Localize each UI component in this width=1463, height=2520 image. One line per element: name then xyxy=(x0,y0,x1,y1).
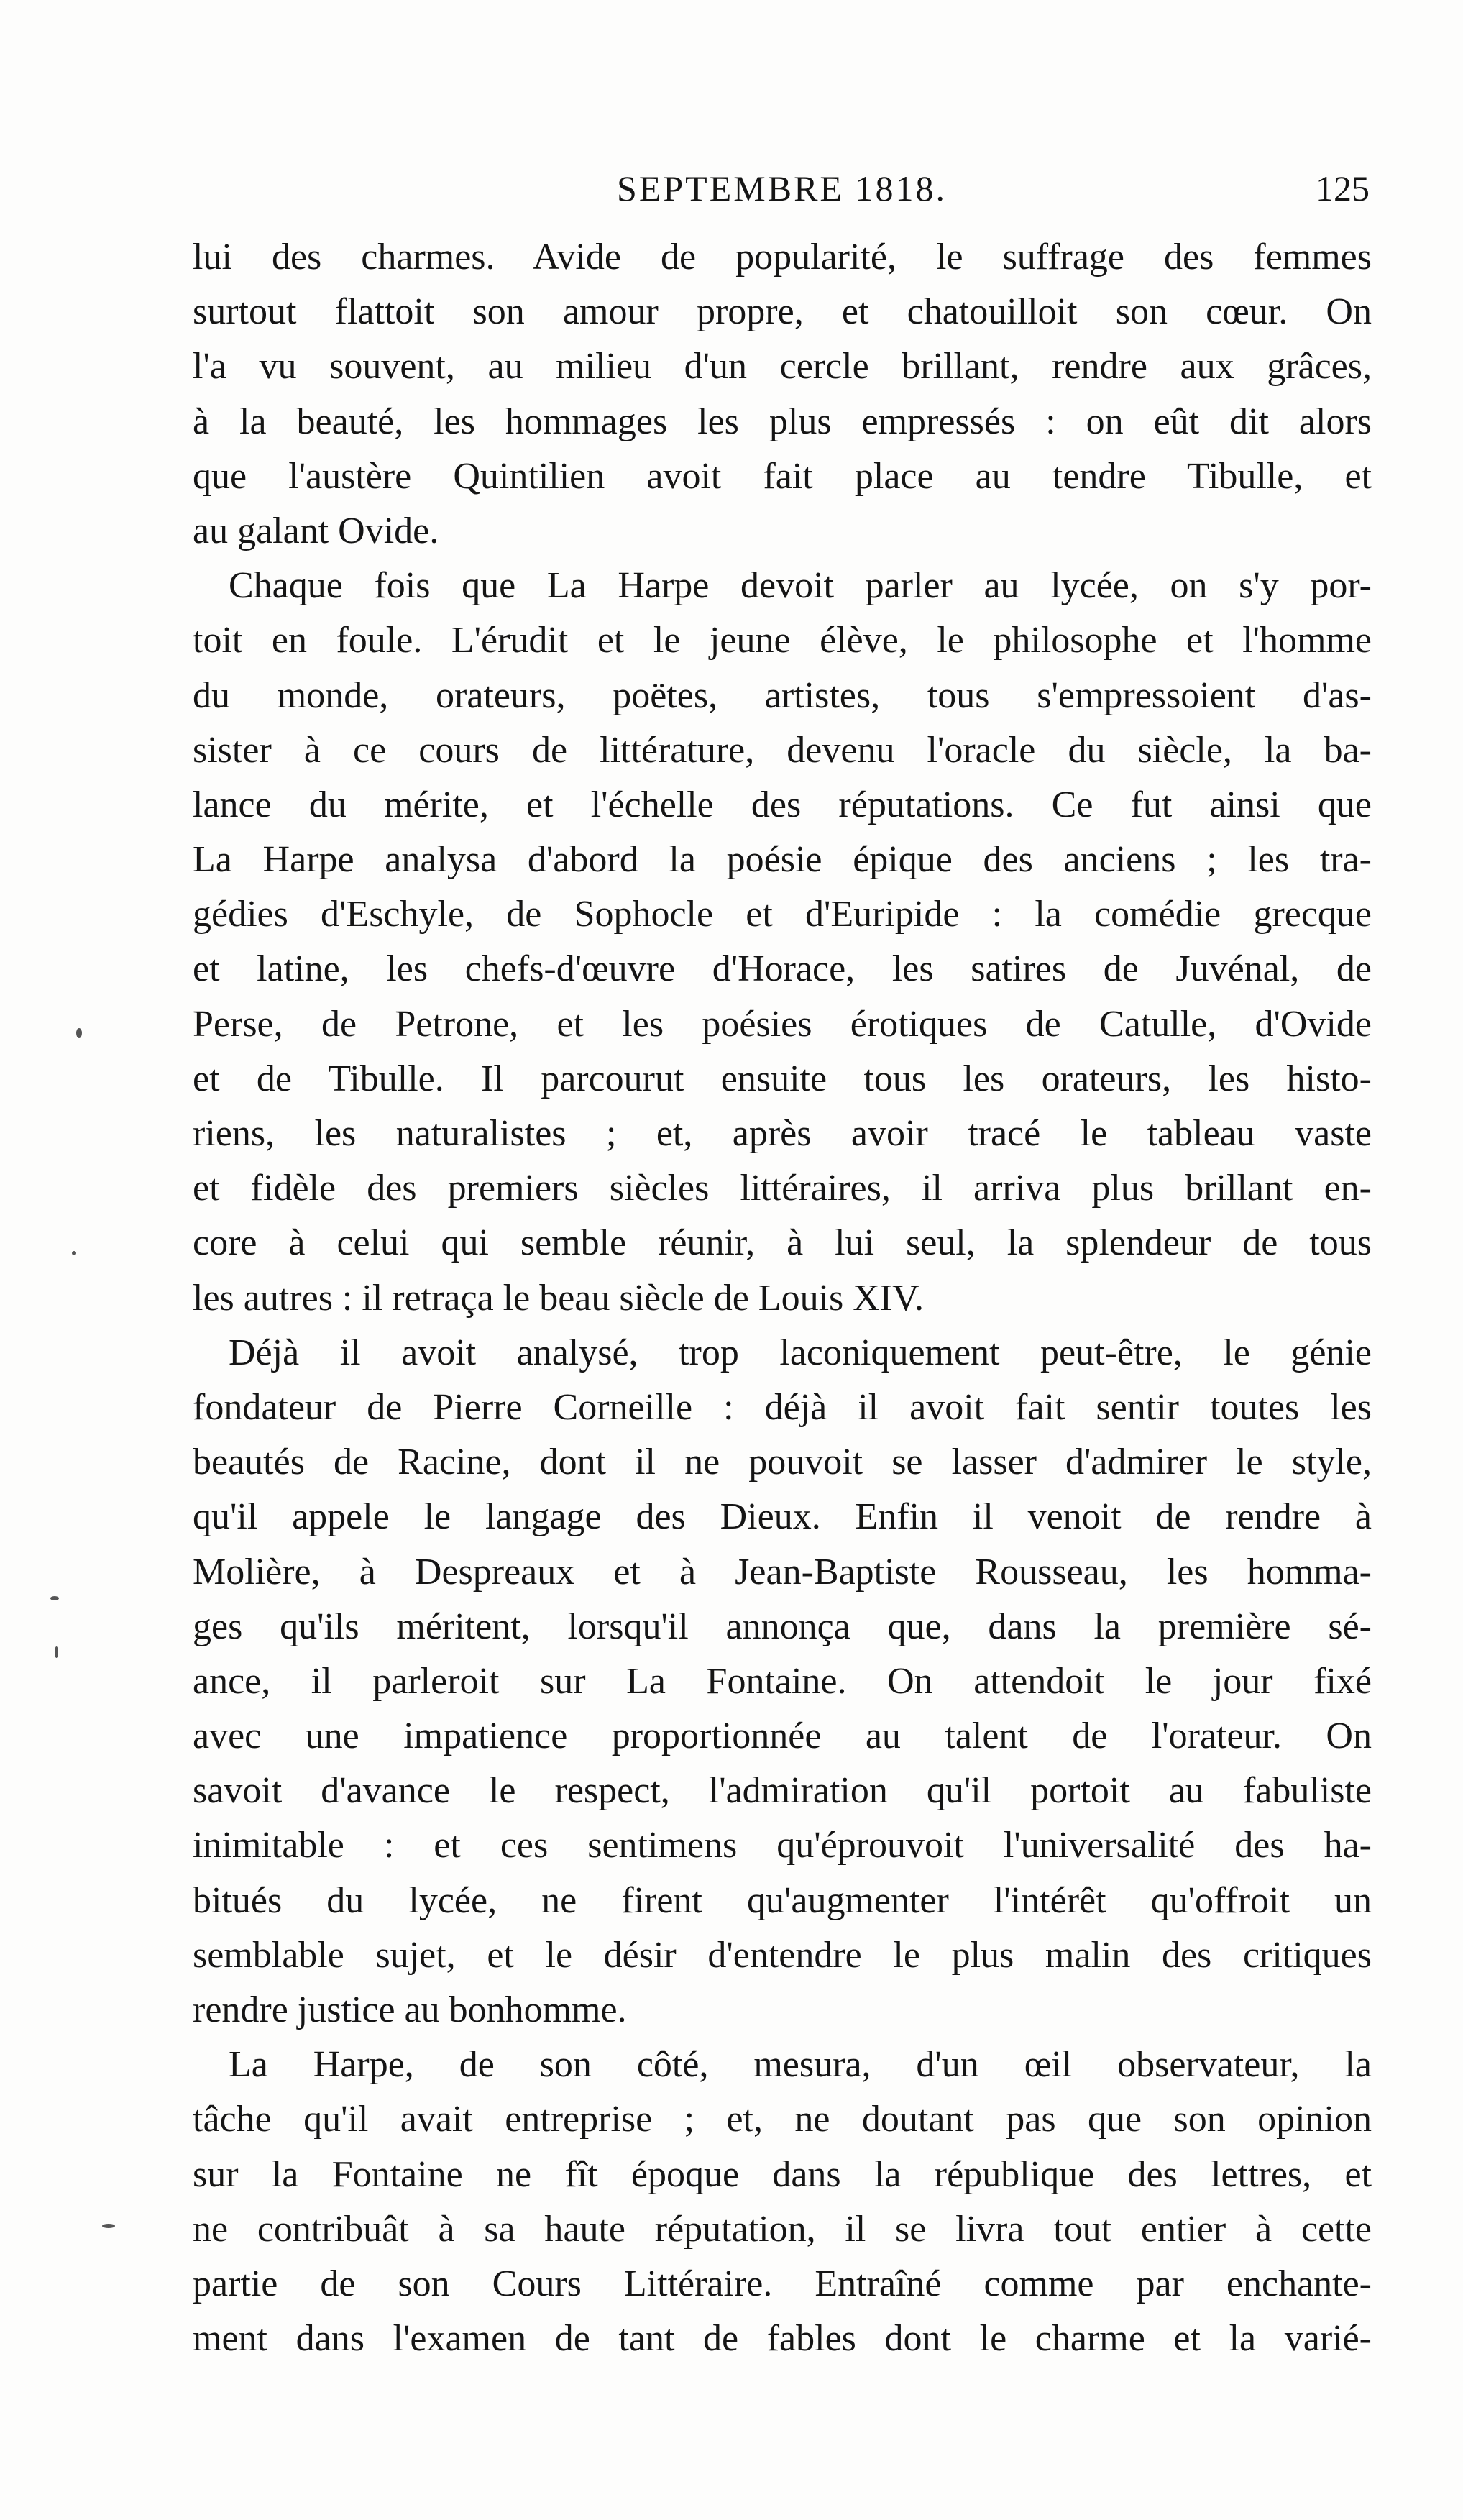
ink-speck xyxy=(72,1251,76,1255)
text-line: ance, il parleroit sur La Fontaine. On attendoit le jour fixé xyxy=(193,1660,1372,1702)
text-line: bitués du lycée, ne firent qu'augmenter l'intérêt qu'offroit un xyxy=(193,1879,1372,1921)
text-line: tâche qu'il avait entreprise ; et, ne doutant pas que son opinion xyxy=(193,2099,1372,2140)
text-line: rendre justice au bonhomme. xyxy=(193,1989,627,2030)
text-line: Perse, de Petrone, et les poésies érotiques de Catulle, d'Ovide xyxy=(193,1003,1372,1045)
text-line: avec une impatience proportionnée au talent de l'orateur. On xyxy=(193,1715,1372,1757)
text-line: fondateur de Pierre Corneille : déjà il avoit fait sentir toutes les xyxy=(193,1386,1372,1428)
text-line: La Harpe analysa d'abord la poésie épique des anciens ; les tra- xyxy=(193,839,1372,881)
text-line: à la beauté, les hommages les plus empressés : on eût dit alors xyxy=(193,400,1372,442)
text-line: partie de son Cours Littéraire. Entraîné comme par enchante- xyxy=(193,2263,1372,2304)
page-number: 125 xyxy=(1316,168,1370,209)
text-line: ne contribuât à sa haute réputation, il se livra tout entier à cette xyxy=(193,2208,1372,2250)
text-line: beautés de Racine, dont il ne pouvoit se lasser d'admirer le style, xyxy=(193,1442,1372,1483)
running-title: SEPTEMBRE 1818. xyxy=(617,168,947,209)
text-line: savoit d'avance le respect, l'admiration qu'il portoit au fabuliste xyxy=(193,1770,1372,1812)
text-line: ges qu'ils méritent, lorsqu'il annonça que, dans la première sé- xyxy=(193,1605,1372,1647)
text-line: core à celui qui semble réunir, à lui seul, la splendeur de tous xyxy=(193,1222,1372,1264)
running-head xyxy=(194,162,1370,212)
text-line: La Harpe, de son côté, mesura, d'un œil observateur, la xyxy=(229,2044,1372,2086)
text-line: et fidèle des premiers siècles littéraires, il arriva plus brillant en- xyxy=(193,1168,1372,1209)
text-line: et de Tibulle. Il parcourut ensuite tous les orateurs, les histo- xyxy=(193,1058,1372,1099)
ink-speck xyxy=(76,1028,82,1038)
text-line: surtout flattoit son amour propre, et chatouilloit son cœur. On xyxy=(193,291,1372,333)
text-line: toit en foule. L'érudit et le jeune élève, le philosophe et l'homme xyxy=(193,620,1372,661)
text-line: l'a vu souvent, au milieu d'un cercle brillant, rendre aux grâces, xyxy=(193,346,1372,388)
text-line: du monde, orateurs, poëtes, artistes, tous s'empressoient d'as- xyxy=(193,674,1372,716)
text-line: au galant Ovide. xyxy=(193,510,439,551)
text-line: semblable sujet, et le désir d'entendre le plus malin des critiques xyxy=(193,1934,1372,1976)
text-line: ment dans l'examen de tant de fables dont le charme et la varié- xyxy=(193,2318,1372,2360)
ink-speck xyxy=(102,2224,115,2228)
text-line: lance du mérite, et l'échelle des réputations. Ce fut ainsi que xyxy=(193,784,1372,825)
text-line: les autres : il retraça le beau siècle de Louis XIV. xyxy=(193,1277,924,1319)
text-line: sur la Fontaine ne fît époque dans la république des lettres, et xyxy=(193,2153,1372,2195)
ink-speck xyxy=(50,1596,59,1600)
ink-speck xyxy=(55,1646,58,1658)
text-line: gédies d'Eschyle, de Sophocle et d'Euripide : la comédie grecque xyxy=(193,894,1372,935)
text-line: inimitable : et ces sentimens qu'éprouvoit l'universalité des ha- xyxy=(193,1825,1372,1866)
text-line: Molière, à Despreaux et à Jean-Baptiste Rousseau, les homma- xyxy=(193,1551,1372,1593)
text-line: riens, les naturalistes ; et, après avoir tracé le tableau vaste xyxy=(193,1113,1372,1154)
text-line: et latine, les chefs-d'œuvre d'Horace, les satires de Juvénal, de xyxy=(193,948,1372,990)
text-line: Déjà il avoit analysé, trop laconiquement peut-être, le génie xyxy=(229,1332,1372,1373)
text-line: sister à ce cours de littérature, devenu l'oracle du siècle, la ba- xyxy=(193,729,1372,771)
text-line: que l'austère Quintilien avoit fait place au tendre Tibulle, et xyxy=(193,455,1372,497)
text-line: Chaque fois que La Harpe devoit parler au lycée, on s'y por- xyxy=(229,565,1372,607)
text-line: lui des charmes. Avide de popularité, le suffrage des femmes xyxy=(193,237,1372,278)
text-line: qu'il appele le langage des Dieux. Enfin il venoit de rendre à xyxy=(193,1496,1372,1538)
body-text xyxy=(193,230,1372,2366)
